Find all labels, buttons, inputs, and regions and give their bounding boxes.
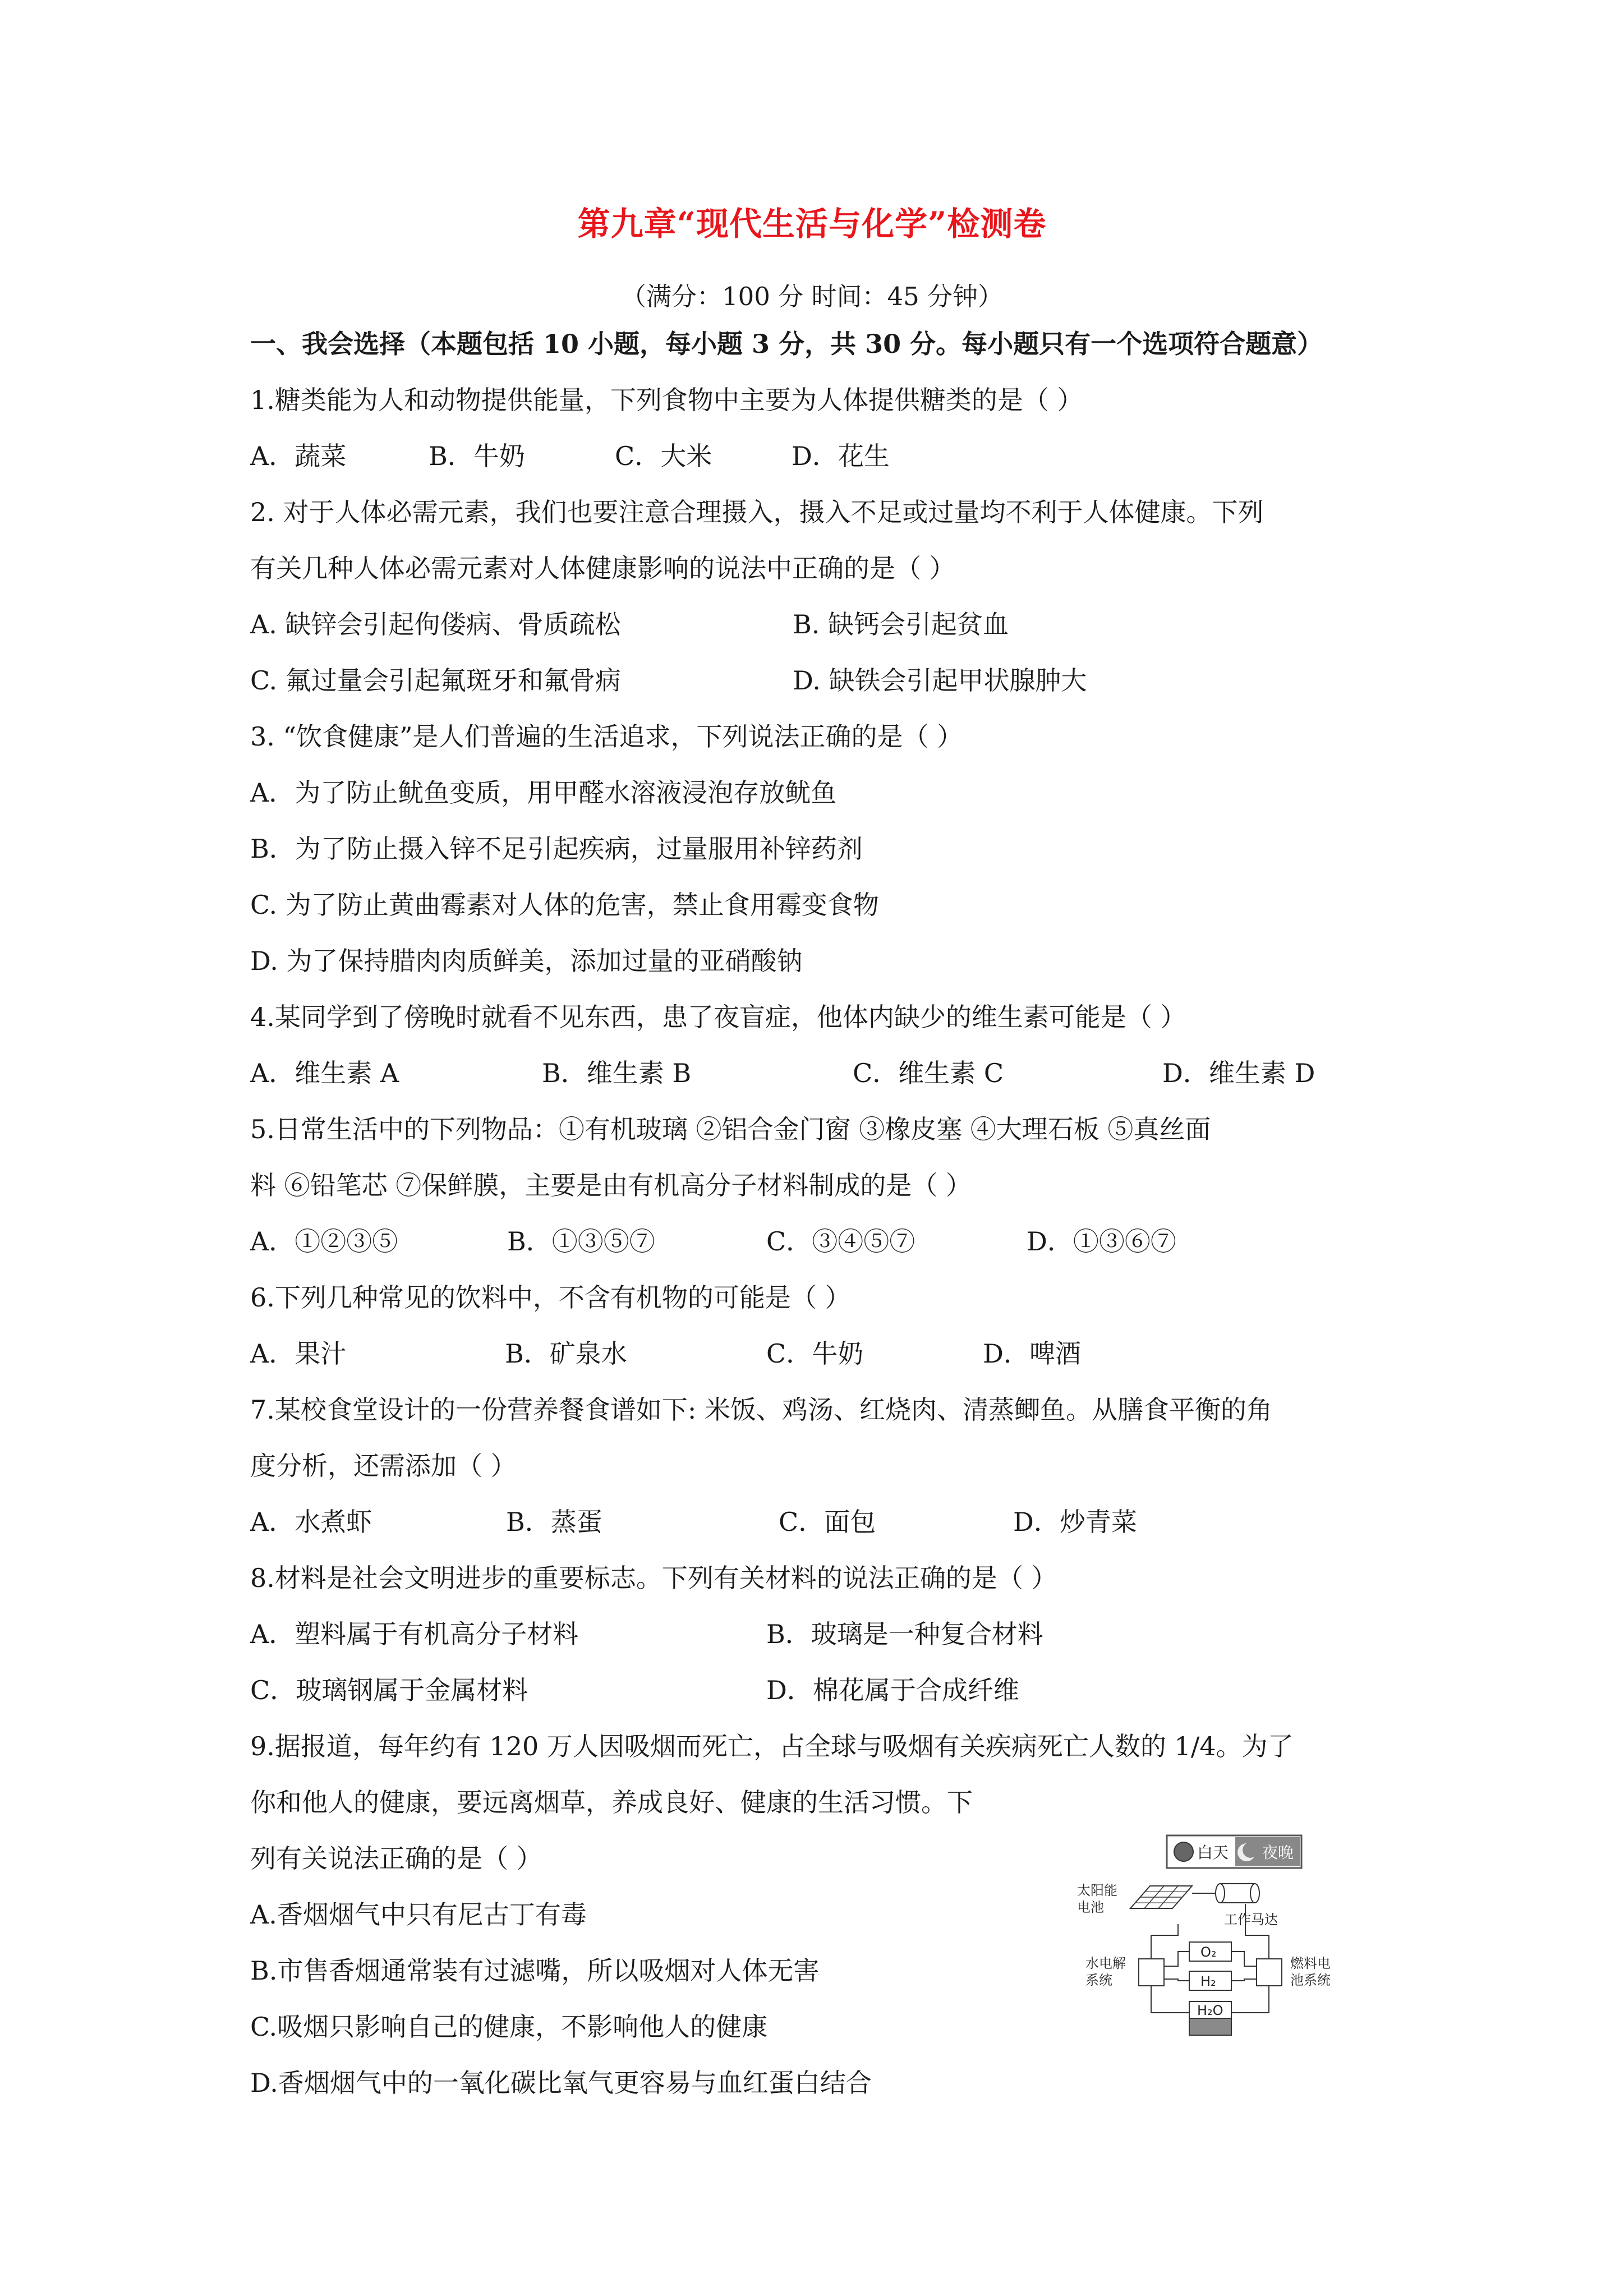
question-1-option-c: C．大米: [615, 441, 712, 471]
motor-icon: [1216, 1884, 1259, 1903]
day-label: 白天: [1197, 1843, 1229, 1862]
question-9-stem-line-3: 列有关说法正确的是（ ）: [250, 1843, 542, 1874]
question-7-option-c: C．面包: [779, 1507, 876, 1537]
page-title: 第九章“现代生活与化学”检测卷: [577, 205, 1047, 243]
fuel-cell-label-1: 燃料电: [1290, 1955, 1331, 1971]
question-6-option-a: A．果汁: [250, 1338, 347, 1369]
question-1-option-d: D．花生: [792, 441, 890, 471]
question-4-option-d: D．维生素 D: [1162, 1058, 1315, 1088]
question-8-option-b: B．玻璃是一种复合材料: [766, 1619, 1043, 1649]
electrolysis-box: [1139, 1959, 1164, 1986]
question-4-option-c: C．维生素 C: [853, 1058, 1004, 1088]
question-9-option-b: B.市售香烟通常装有过滤嘴，所以吸烟对人体无害: [250, 1955, 820, 1986]
night-label: 夜晚: [1262, 1843, 1294, 1862]
question-2-option-c: C. 氟过量会引起氟斑牙和氟骨病: [250, 665, 621, 696]
motor-label: 工作马达: [1224, 1912, 1278, 1927]
question-5-stem-line-2: 料 ⑥铅笔芯 ⑦保鲜膜，主要是由有机高分子材料制成的是（ ）: [250, 1170, 972, 1200]
question-9-stem-line-1: 9.据报道，每年约有 120 万人因吸烟而死亡，占全球与吸烟有关疾病死亡人数的 1/4。为了: [250, 1731, 1294, 1761]
question-4-option-a: A．维生素 A: [250, 1058, 399, 1088]
question-5-option-b: B．①③⑤⑦: [507, 1226, 655, 1257]
question-2-option-a: A. 缺锌会引起佝偻病、骨质疏松: [250, 609, 621, 639]
question-7-stem-line-2: 度分析，还需添加（ ）: [250, 1451, 517, 1481]
question-3-option-d: D. 为了保持腊肉肉质鲜美，添加过量的亚硝酸钠: [250, 946, 803, 976]
fuel-cell-label-2: 池系统: [1290, 1972, 1331, 1988]
score-time-info: （满分：100 分 时间：45 分钟）: [620, 282, 1004, 311]
section-heading: 一、我会选择（本题包括 10 小题，每小题 3 分，共 30 分。每小题只有一个选项符合题意）: [250, 329, 1323, 359]
question-1-option-a: A．蔬菜: [250, 441, 347, 471]
question-3-stem: 3. “饮食健康”是人们普遍的生活追求，下列说法正确的是（ ）: [250, 721, 963, 752]
question-1-option-b: B．牛奶: [429, 441, 525, 471]
question-6-option-c: C．牛奶: [766, 1338, 864, 1369]
hydrogen-label: H₂: [1200, 1973, 1216, 1989]
electrolysis-label-2: 系统: [1085, 1972, 1112, 1988]
question-9-option-a: A.香烟烟气中只有尼古丁有毒: [250, 1899, 587, 1930]
question-2-option-d: D. 缺铁会引起甲状腺肿大: [793, 665, 1087, 696]
question-4-stem: 4.某同学到了傍晚时就看不见东西，患了夜盲症，他体内缺少的维生素可能是（ ）: [250, 1002, 1186, 1032]
question-5-option-c: C．③④⑤⑦: [766, 1226, 915, 1257]
question-8-option-a: A．塑料属于有机高分子材料: [250, 1619, 579, 1649]
question-7-stem-line-1: 7.某校食堂设计的一份营养餐食谱如下: 米饭、鸡汤、红烧肉、清蒸鲫鱼。从膳食平衡的角: [250, 1395, 1273, 1425]
question-5-option-d: D．①③⑥⑦: [1027, 1226, 1176, 1257]
question-8-option-c: C．玻璃钢属于金属材料: [250, 1675, 528, 1705]
question-2-stem-line-1: 2. 对于人体必需元素，我们也要注意合理摄入，摄入不足或过量均不利于人体健康。下列: [250, 497, 1264, 527]
electrolysis-label-1: 水电解: [1085, 1955, 1126, 1971]
question-8-option-d: D．棉花属于合成纤维: [766, 1675, 1019, 1705]
question-8-stem: 8.材料是社会文明进步的重要标志。下列有关材料的说法正确的是（ ）: [250, 1563, 1057, 1593]
question-3-option-c: C. 为了防止黄曲霉素对人体的危害，禁止食用霉变食物: [250, 890, 879, 920]
question-3-option-a: A．为了防止鱿鱼变质，用甲醛水溶液浸泡存放鱿鱼: [250, 777, 837, 808]
question-7-option-d: D．炒青菜: [1013, 1507, 1137, 1537]
question-2-stem-line-2: 有关几种人体必需元素对人体健康影响的说法中正确的是（ ）: [250, 553, 955, 583]
question-6-stem: 6.下列几种常见的饮料中，不含有机物的可能是（ ）: [250, 1282, 851, 1313]
question-9-option-c: C.吸烟只影响自己的健康，不影响他人的健康: [250, 2012, 768, 2042]
energy-system-diagram: [1077, 1834, 1341, 2059]
oxygen-label: O₂: [1200, 1944, 1217, 1960]
question-5-option-a: A．①②③⑤: [250, 1226, 398, 1257]
question-4-option-b: B．维生素 B: [542, 1058, 692, 1088]
question-6-option-b: B．矿泉水: [505, 1338, 627, 1369]
solar-cell-label-2: 电池: [1077, 1899, 1104, 1915]
solar-cell-label-1: 太阳能: [1077, 1883, 1117, 1898]
question-7-option-b: B．蒸蛋: [506, 1507, 602, 1537]
question-6-option-d: D．啤酒: [983, 1338, 1081, 1369]
sun-icon: [1174, 1842, 1193, 1861]
energy-system-figure: [1077, 1834, 1341, 2059]
water-tank: [1189, 2018, 1231, 2035]
question-7-option-a: A．水煮虾: [250, 1507, 372, 1537]
fuel-cell-box: [1257, 1959, 1282, 1986]
question-1-stem: 1.糖类能为人和动物提供能量，下列食物中主要为人体提供糖类的是（ ）: [250, 385, 1083, 415]
question-9-stem-line-2: 你和他人的健康，要远离烟草，养成良好、健康的生活习惯。下: [250, 1787, 973, 1818]
question-2-option-b: B. 缺钙会引起贫血: [793, 609, 1009, 639]
question-3-option-b: B．为了防止摄入锌不足引起疾病，过量服用补锌药剂: [250, 834, 863, 864]
solar-panel-icon: [1130, 1886, 1192, 1908]
question-9-option-d: D.香烟烟气中的一氧化碳比氧气更容易与血红蛋白结合: [250, 2068, 872, 2098]
question-5-stem-line-1: 5.日常生活中的下列物品：①有机玻璃 ②铝合金门窗 ③橡皮塞 ④大理石板 ⑤真丝面: [250, 1114, 1211, 1144]
water-label: H₂O: [1197, 2003, 1223, 2018]
